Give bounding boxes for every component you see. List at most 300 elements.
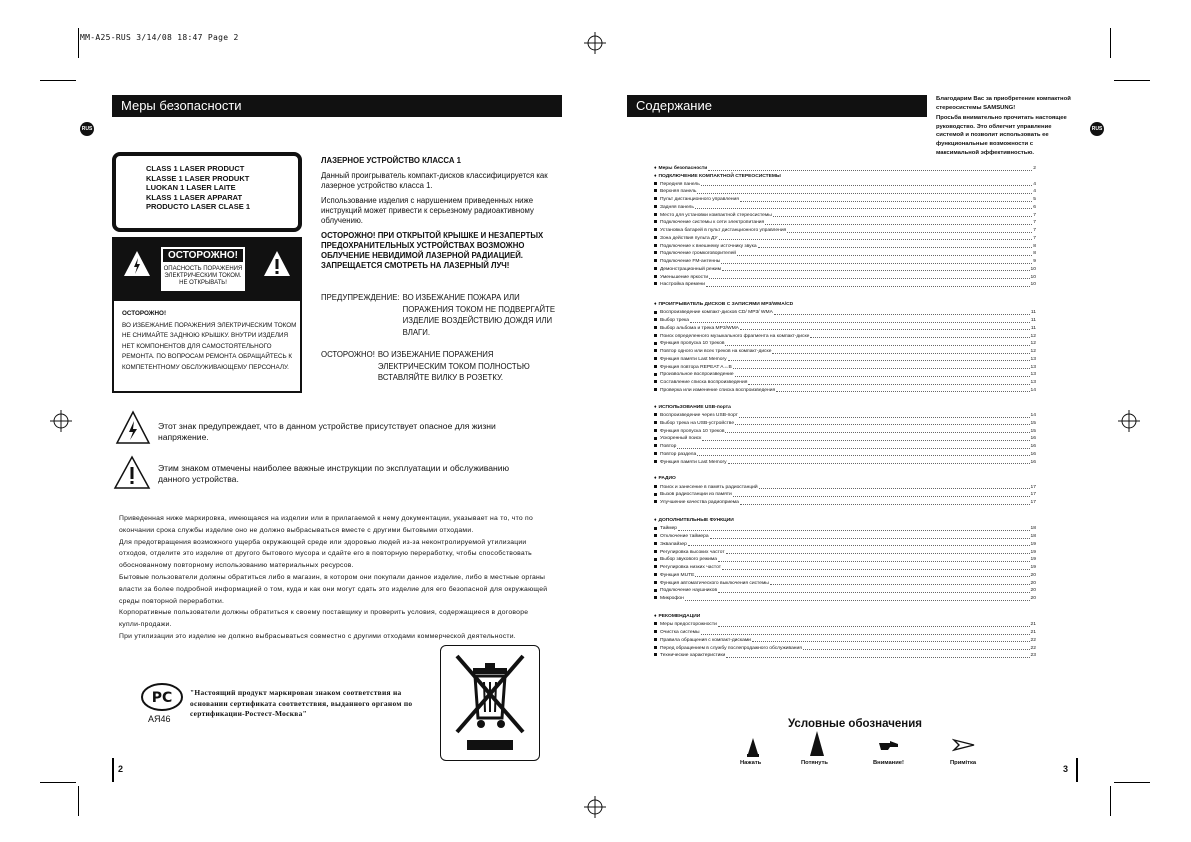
toc-leader xyxy=(709,275,1029,280)
toc-section-heading xyxy=(654,166,1036,172)
toc-label: Регулировка высоких частот xyxy=(660,549,725,555)
toc-page-number: 7 xyxy=(1033,235,1036,241)
toc-leader xyxy=(787,228,1032,233)
warning-label: ОСТОРОЖНО! xyxy=(321,350,375,359)
laser-class-label xyxy=(112,152,302,232)
toc-label: Перед обращением в службу послепродажного обслуживания xyxy=(660,645,802,651)
toc-leader xyxy=(773,213,1032,218)
toc-label: Повтор раздела xyxy=(660,451,697,457)
toc-label: Таймер xyxy=(660,526,678,532)
toc-entry xyxy=(654,550,1036,556)
toc-page-number: 11 xyxy=(1030,310,1036,316)
toc-page-number: 19 xyxy=(1030,541,1036,547)
bullet-icon xyxy=(654,220,657,223)
caution-title: ОСТОРОЖНО! xyxy=(162,248,244,263)
diamond-icon: ♦ xyxy=(654,404,657,410)
print-slug: MM-A25-RUS 3/14/08 18:47 Page 2 xyxy=(80,33,239,42)
bullet-icon xyxy=(654,251,657,254)
lightning-symbol-text: Этот знак предупреждает, что в данном устройстве присутствует опасное для жизни напряжение. xyxy=(158,421,496,442)
toc-label: Выбор трека xyxy=(660,318,690,324)
toc-label: Выбор звукового режима xyxy=(660,557,717,563)
toc-label: ИСПОЛЬЗОВАНИЕ USB-порта xyxy=(658,404,731,410)
toc-leader xyxy=(695,573,1029,578)
toc-leader xyxy=(759,485,1030,490)
bullet-icon xyxy=(654,646,657,649)
toc-label: Выбор альбома и трека MP3/WMA xyxy=(660,325,739,331)
legend-title: Условные обозначения xyxy=(788,718,923,730)
toc-entry xyxy=(654,573,1036,579)
toc-leader xyxy=(726,550,1030,555)
toc-leader xyxy=(740,500,1030,505)
toc-section-heading xyxy=(654,518,1036,524)
toc-entry xyxy=(654,259,1036,265)
toc-page-number: 16 xyxy=(1030,451,1036,457)
toc-page-number: 13 xyxy=(1030,380,1036,386)
toc-leader xyxy=(728,357,1030,362)
toc-page-number: 9 xyxy=(1033,259,1036,264)
toc-label: Функция пропуска 10 треков xyxy=(660,428,725,434)
toc-entry xyxy=(654,182,1036,188)
bullet-icon xyxy=(654,534,657,537)
toc-entry xyxy=(654,638,1036,644)
toc-leader xyxy=(752,638,1030,643)
legend-label: Внимание! xyxy=(873,760,904,766)
toc-section-heading xyxy=(654,302,1036,308)
diamond-icon: ♦ xyxy=(654,166,657,171)
toc-entry xyxy=(654,460,1036,466)
toc-page-number: 2 xyxy=(1033,166,1036,171)
toc-label: Микрофон xyxy=(660,596,684,602)
toc-leader xyxy=(726,653,1029,658)
toc-entry xyxy=(654,565,1036,571)
toc-label: Уменьшение яркости xyxy=(660,274,709,280)
toc-page-number: 13 xyxy=(1030,364,1036,370)
disposal-paragraph: Для предотвращения возможного ущерба окружающей среде или здоровью людей из-за неконтролируемой утилизации отходов, отделите это изделие от другого бытового мусора и сдайте его в повторную переработку, чтобы способствовать обоснованному повторному использованию материальных ресурсов. xyxy=(119,538,532,570)
toc-page-number: 20 xyxy=(1030,596,1036,602)
toc-leader xyxy=(725,341,1029,346)
toc-label: Зона действия пульта ДУ xyxy=(660,235,718,241)
bullet-icon xyxy=(654,282,657,285)
toc-leader xyxy=(710,534,1030,539)
toc-entry xyxy=(654,357,1036,363)
bullet-icon xyxy=(654,460,657,463)
toc-label: Функция MUTE xyxy=(660,572,695,578)
toc-label: Регулировка низких частот xyxy=(660,565,721,571)
bullet-icon xyxy=(654,228,657,231)
toc-label: Технические характеристики xyxy=(660,653,726,659)
bullet-icon xyxy=(654,622,657,625)
bullet-icon xyxy=(654,493,657,496)
toc-label: Выбор трека на USB-устройстве xyxy=(660,420,735,426)
toc-entry xyxy=(654,452,1036,458)
toc-page-number: 16 xyxy=(1030,444,1036,450)
toc-page-number: 12 xyxy=(1030,349,1036,355)
toc-leader xyxy=(677,444,1029,449)
laser-label-line: PRODUCTO LASER CLASE 1 xyxy=(146,202,251,211)
toc-label: Подключение громкоговорителей xyxy=(660,251,737,257)
toc-leader xyxy=(702,436,1029,441)
toc-leader xyxy=(697,189,1032,194)
bullet-icon xyxy=(654,527,657,530)
legend-label: Примiтка xyxy=(950,760,977,766)
toc-leader xyxy=(758,244,1033,249)
pointing-hand-icon xyxy=(878,738,900,752)
page-rule xyxy=(112,758,114,782)
laser-heading: ЛАЗЕРНОЕ УСТРОЙСТВО КЛАССА 1 xyxy=(321,156,461,165)
toc-entry xyxy=(654,213,1036,219)
bullet-icon xyxy=(654,558,657,561)
toc-leader xyxy=(678,526,1030,531)
toc-entry xyxy=(654,622,1036,628)
toc-entry xyxy=(654,526,1036,532)
bullet-icon xyxy=(654,244,657,247)
intro-text xyxy=(936,95,1076,157)
caution-text: ВО ИЗБЕЖАНИЕ ПОРАЖЕНИЯ ЭЛЕКТРИЧЕСКИМ ТОКОМ НЕ СНИМАЙТЕ ЗАДНЮЮ КРЫШКУ. ВНУТРИ ИЗДЕЛИЯ НЕТ КОМПОНЕНТОВ ДЛЯ САМОСТОЯТЕЛЬНОГО РЕМОНТА. ПО ВОПРОСАМ РЕМОНТА ОБРАЩАЙТЕСЬ К КОМПЕТЕНТНОМУ ОБСЛУЖИВАЮЩЕМУ ПЕРСОНАЛУ. xyxy=(122,321,297,371)
disposal-paragraph: Приведенная ниже маркировка, имеющаяся на изделии или в прилагаемой к нему документации, указывает на то, что по окончании срока службы изделие оно не должно выбрасываться вместе с другими бытовыми отходами. xyxy=(119,515,534,534)
registration-mark-icon xyxy=(1118,410,1140,432)
toc-label: Настройка времени xyxy=(660,282,705,288)
toc-leader xyxy=(701,182,1032,187)
bullet-icon xyxy=(654,349,657,352)
toc-leader xyxy=(728,460,1030,465)
toc-entry xyxy=(654,380,1036,386)
toc-label: Функция повтора REPEAT A↔B xyxy=(660,364,732,370)
toc-label: ПРОИГРЫВАТЕЛЬ ДИСКОВ С ЗАПИСЯМИ MP3/WMA/CD xyxy=(658,302,794,307)
press-icon xyxy=(744,736,762,758)
warning-text: ВО ИЗБЕЖАНИЕ ПОЖАРА ИЛИ ПОРАЖЕНИЯ ТОКОМ НЕ ПОДВЕРГАЙТЕ ИЗДЕЛИЕ ВОЗДЕЙСТВИЮ ДОЖДЯ ИЛИ ВЛАГИ. xyxy=(402,293,556,337)
toc-page-number: 18 xyxy=(1030,534,1036,540)
bullet-icon xyxy=(654,550,657,553)
toc-entry xyxy=(654,334,1036,340)
toc-page-number: 21 xyxy=(1030,630,1036,635)
bullet-icon xyxy=(654,485,657,488)
bullet-icon xyxy=(654,429,657,432)
caution-subtitle: ОПАСНОСТЬ ПОРАЖЕНИЯ ЭЛЕКТРИЧЕСКИМ ТОКОМ. НЕ ОТКРЫВАТЬ! xyxy=(163,266,243,286)
disposal-text xyxy=(119,513,549,643)
toc-entry xyxy=(654,318,1036,324)
toc-page-number: 17 xyxy=(1030,492,1036,498)
left-page-title: Меры безопасности xyxy=(112,95,562,117)
toc-leader xyxy=(735,372,1030,377)
note-icon xyxy=(952,738,976,752)
toc-label: Очистка системы xyxy=(660,630,700,635)
exclamation-symbol-icon xyxy=(113,455,151,491)
certificate-code: АЯ46 xyxy=(148,714,171,724)
toc-entry xyxy=(654,630,1036,636)
registration-mark-icon xyxy=(50,410,72,432)
toc-label: Произвольное воспроизведение xyxy=(660,372,734,378)
bullet-icon xyxy=(654,596,657,599)
toc-page-number: 21 xyxy=(1030,622,1036,628)
caution-heading: ОСТОРОЖНО! xyxy=(122,310,167,317)
toc-entry xyxy=(654,413,1036,419)
toc-section-heading xyxy=(654,405,1036,411)
toc-page-number: 8 xyxy=(1033,243,1036,249)
toc-entry xyxy=(654,557,1036,563)
bullet-icon xyxy=(654,388,657,391)
toc-leader xyxy=(733,492,1030,497)
lightning-warning-icon xyxy=(122,249,152,279)
bullet-icon xyxy=(654,581,657,584)
toc-page-number: 10 xyxy=(1030,266,1036,272)
toc-section-heading xyxy=(654,174,1036,180)
bullet-icon xyxy=(654,197,657,200)
disposal-paragraph: Бытовые пользователи должны обратиться либо в магазин, в котором они покупали данное изделие, либо в местные органы власти за более подробной информацией о том, куда и как они могут сдать это изделие для его безопасной для окружающей среды повторной переработки. xyxy=(119,573,548,605)
toc-page-number: 16 xyxy=(1030,459,1036,465)
toc-page-number: 7 xyxy=(1033,220,1036,226)
toc-entry xyxy=(654,251,1036,257)
toc-leader xyxy=(718,622,1030,627)
toc-leader xyxy=(697,452,1029,457)
toc-page-number: 17 xyxy=(1030,484,1036,490)
bullet-icon xyxy=(654,630,657,633)
bullet-icon xyxy=(654,357,657,360)
bullet-icon xyxy=(654,318,657,321)
toc-page-number: 11 xyxy=(1030,325,1036,331)
bullet-icon xyxy=(654,182,657,185)
toc-label: Поиск определенного музыкального фрагмента на компакт-диске xyxy=(660,333,810,339)
toc-label: Улучшение качества радиоприема xyxy=(660,500,739,506)
toc-leader xyxy=(722,565,1030,570)
page-rule xyxy=(1076,758,1078,782)
toc-entry xyxy=(654,581,1036,587)
bullet-icon xyxy=(654,365,657,368)
toc-label: Подключение FM-антенны xyxy=(660,259,721,264)
toc-page-number: 12 xyxy=(1030,341,1036,347)
toc-entry xyxy=(654,365,1036,371)
toc-leader xyxy=(774,310,1030,315)
toc-entry xyxy=(654,492,1036,498)
toc-entry xyxy=(654,326,1036,332)
pull-icon xyxy=(808,730,826,758)
toc-entry xyxy=(654,189,1036,195)
certificate-text: "Настоящий продукт маркирован знаком соответствия на основании сертификата соответствия, выданного органом по сертификации-Ростест-Москва" xyxy=(190,688,413,718)
warning-text: ВО ИЗБЕЖАНИЕ ПОРАЖЕНИЯ ЭЛЕКТРИЧЕСКИМ ТОКОМ ПОЛНОСТЬЮ ВСТАВЛЯЙТЕ ВИЛКУ В РОЗЕТКУ. xyxy=(377,350,530,382)
toc-label: РЕКОМЕНДАЦИИ xyxy=(658,613,701,619)
bullet-icon xyxy=(654,500,657,503)
toc-leader xyxy=(770,581,1030,586)
toc-entry xyxy=(654,588,1036,594)
toc-page-number: 7 xyxy=(1033,212,1036,218)
toc-page-number: 12 xyxy=(1030,333,1036,339)
toc-page-number: 16 xyxy=(1030,436,1036,442)
toc-entry xyxy=(654,372,1036,378)
toc-leader xyxy=(690,318,1030,323)
toc-leader xyxy=(695,205,1032,210)
bullet-icon xyxy=(654,653,657,656)
toc-page-number: 19 xyxy=(1030,549,1036,555)
toc-entry xyxy=(654,310,1036,316)
toc-entry xyxy=(654,205,1036,211)
toc-label: Функция памяти Last Memory xyxy=(660,356,727,362)
toc-label: Поиск и занесение в память радиостанций xyxy=(660,484,758,490)
bullet-icon xyxy=(654,189,657,192)
toc-leader xyxy=(688,542,1030,547)
toc-page-number: 22 xyxy=(1030,645,1036,651)
toc-page-number: 14 xyxy=(1030,413,1036,419)
toc-label: Ускоренный поиск xyxy=(660,436,702,442)
bullet-icon xyxy=(654,444,657,447)
toc-leader xyxy=(685,596,1030,601)
toc-entry xyxy=(654,220,1036,226)
toc-label: Функция памяти Last Memory xyxy=(660,459,727,465)
toc-leader xyxy=(737,251,1032,256)
toc-page-number: 5 xyxy=(1033,197,1036,202)
bullet-icon xyxy=(654,638,657,641)
legend-label: Потянуть xyxy=(801,760,828,766)
toc-label: Верхняя панель xyxy=(660,189,697,195)
toc-entry xyxy=(654,388,1036,394)
bullet-icon xyxy=(654,573,657,576)
toc-page-number: 4 xyxy=(1033,181,1036,187)
toc-leader xyxy=(810,334,1029,339)
bullet-icon xyxy=(654,373,657,376)
page-number: 2 xyxy=(118,764,124,774)
toc-entry xyxy=(654,275,1036,281)
toc-entry xyxy=(654,228,1036,234)
toc-entry xyxy=(654,236,1036,242)
registration-mark-icon xyxy=(584,796,606,818)
laser-label-line: LUOKAN 1 LASER LAITE xyxy=(146,183,236,192)
toc-label: Меры предосторожности xyxy=(660,622,717,628)
diamond-icon: ♦ xyxy=(654,517,657,523)
toc-leader xyxy=(722,267,1030,272)
toc-label: Отключение таймера xyxy=(660,534,709,540)
toc-label: Пульт дистанционного управления xyxy=(660,197,739,202)
exclamation-symbol-text: Этим знаком отмечены наиболее важные инструкции по эксплуатации и обслуживанию данного устройства. xyxy=(158,463,510,484)
language-badge: RUS xyxy=(1090,122,1104,136)
toc-leader xyxy=(803,646,1030,651)
toc-page-number: 22 xyxy=(1030,637,1036,643)
toc-page-number: 14 xyxy=(1030,387,1036,393)
plug-warning xyxy=(321,350,561,384)
toc-leader xyxy=(740,197,1032,202)
bullet-icon xyxy=(654,311,657,314)
bullet-icon xyxy=(654,589,657,592)
toc-label: Проверка или изменение списка воспроизведения xyxy=(660,387,776,393)
diamond-icon: ♦ xyxy=(654,613,657,619)
toc-entry xyxy=(654,341,1036,347)
toc-page-number: 10 xyxy=(1030,282,1036,288)
toc-label: Эквалайзер xyxy=(660,541,687,547)
toc-leader xyxy=(733,365,1030,370)
toc-entry xyxy=(654,267,1036,273)
toc-label: Подключение к внешнему источнику звука xyxy=(660,243,757,249)
toc-page-number: 18 xyxy=(1030,526,1036,532)
diamond-icon: ♦ xyxy=(654,173,657,179)
bullet-icon xyxy=(654,437,657,440)
toc-page-number: 23 xyxy=(1030,653,1036,659)
toc-label: Повтор одного или всех треков на компакт-диске xyxy=(660,349,772,355)
toc-entry xyxy=(654,197,1036,203)
bullet-icon xyxy=(654,452,657,455)
toc-label: Задняя панель xyxy=(660,204,694,210)
legend-label: Нажать xyxy=(740,760,762,766)
toc-page-number: 19 xyxy=(1030,565,1036,571)
toc-label: Демонстрационный режим xyxy=(660,266,721,272)
lightning-symbol-icon xyxy=(115,410,151,446)
toc-entry xyxy=(654,534,1036,540)
bullet-icon xyxy=(654,259,657,262)
laser-label-line: KLASS 1 LASER APPARAT xyxy=(146,192,243,202)
toc-label: Вызов радиостанции из памяти xyxy=(660,492,732,498)
toc-leader xyxy=(721,259,1032,264)
toc-label: ДОПОЛНИТЕЛЬНЫЕ ФУНКЦИИ xyxy=(658,517,734,523)
toc-label: Повтор xyxy=(660,444,677,450)
toc-label: Функция пропуска 10 треков xyxy=(660,341,725,347)
toc-label: ПОДКЛЮЧЕНИЕ КОМПАКТНОЙ СТЕРЕОСИСТЕМЫ xyxy=(658,173,781,179)
toc-entry xyxy=(654,485,1036,491)
toc-entry xyxy=(654,646,1036,652)
toc-leader xyxy=(719,236,1033,241)
bullet-icon xyxy=(654,421,657,424)
toc-leader xyxy=(739,413,1030,418)
toc-entry xyxy=(654,349,1036,355)
toc-leader xyxy=(706,282,1030,287)
toc-label: Подключение наушников xyxy=(660,588,718,594)
exclamation-warning-icon xyxy=(262,249,292,279)
caution-label xyxy=(112,237,302,393)
toc-entry xyxy=(654,542,1036,548)
toc-page-number: 20 xyxy=(1030,588,1036,594)
bullet-icon xyxy=(654,267,657,270)
toc-label: Меры безопасности xyxy=(658,166,708,171)
toc-page-number: 13 xyxy=(1030,372,1036,378)
bullet-icon xyxy=(654,380,657,383)
diamond-icon: ♦ xyxy=(654,476,657,482)
toc-page-number: 11 xyxy=(1030,318,1036,324)
toc-page-number: 20 xyxy=(1030,580,1036,586)
toc-entry xyxy=(654,653,1036,659)
toc-entry xyxy=(654,596,1036,602)
toc-page-number: 20 xyxy=(1030,572,1036,578)
laser-paragraph: Данный проигрыватель компакт-дисков классифицируется как лазерное устройство класса 1. xyxy=(321,171,548,190)
bullet-icon xyxy=(654,342,657,345)
bullet-icon xyxy=(654,205,657,208)
toc-entry xyxy=(654,421,1036,427)
toc-page-number: 6 xyxy=(1033,204,1036,210)
gost-certification-icon xyxy=(140,682,184,712)
toc-section-heading xyxy=(654,476,1036,482)
rain-warning xyxy=(321,293,561,338)
toc-label: Составление списка воспроизведения xyxy=(660,380,748,386)
toc-leader xyxy=(740,326,1030,331)
toc-page-number: 17 xyxy=(1030,500,1036,506)
laser-label-line: KLASSE 1 LASER PRODUKT xyxy=(146,173,250,183)
laser-paragraph: Использование изделия с нарушением приведенных ниже инструкций может привести к серьезному радиоактивному облучению. xyxy=(321,196,534,225)
toc-page-number: 13 xyxy=(1030,356,1036,362)
bullet-icon xyxy=(654,565,657,568)
laser-label-line: CLASS 1 LASER PRODUCT xyxy=(146,164,245,173)
toc-label: Воспроизведение компакт-дисков CD/ MP3/ WMA xyxy=(660,310,773,316)
toc-page-number: 8 xyxy=(1033,251,1036,257)
weee-label xyxy=(440,645,540,761)
toc-leader xyxy=(718,557,1030,562)
bullet-icon xyxy=(654,413,657,416)
toc-page-number: 7 xyxy=(1033,228,1036,233)
intro-paragraph: Благодарим Вас за приобретение компактной стереосистемы SAMSUNG! xyxy=(936,96,1071,111)
toc-leader xyxy=(772,349,1029,354)
bullet-icon xyxy=(654,334,657,337)
toc-leader xyxy=(765,220,1032,225)
bullet-icon xyxy=(654,236,657,239)
toc-section-heading xyxy=(654,614,1036,620)
toc-entry xyxy=(654,436,1036,442)
toc-entry xyxy=(654,244,1036,250)
page-number: 3 xyxy=(1063,764,1069,774)
toc-leader xyxy=(718,588,1029,593)
toc-leader xyxy=(708,166,1032,171)
